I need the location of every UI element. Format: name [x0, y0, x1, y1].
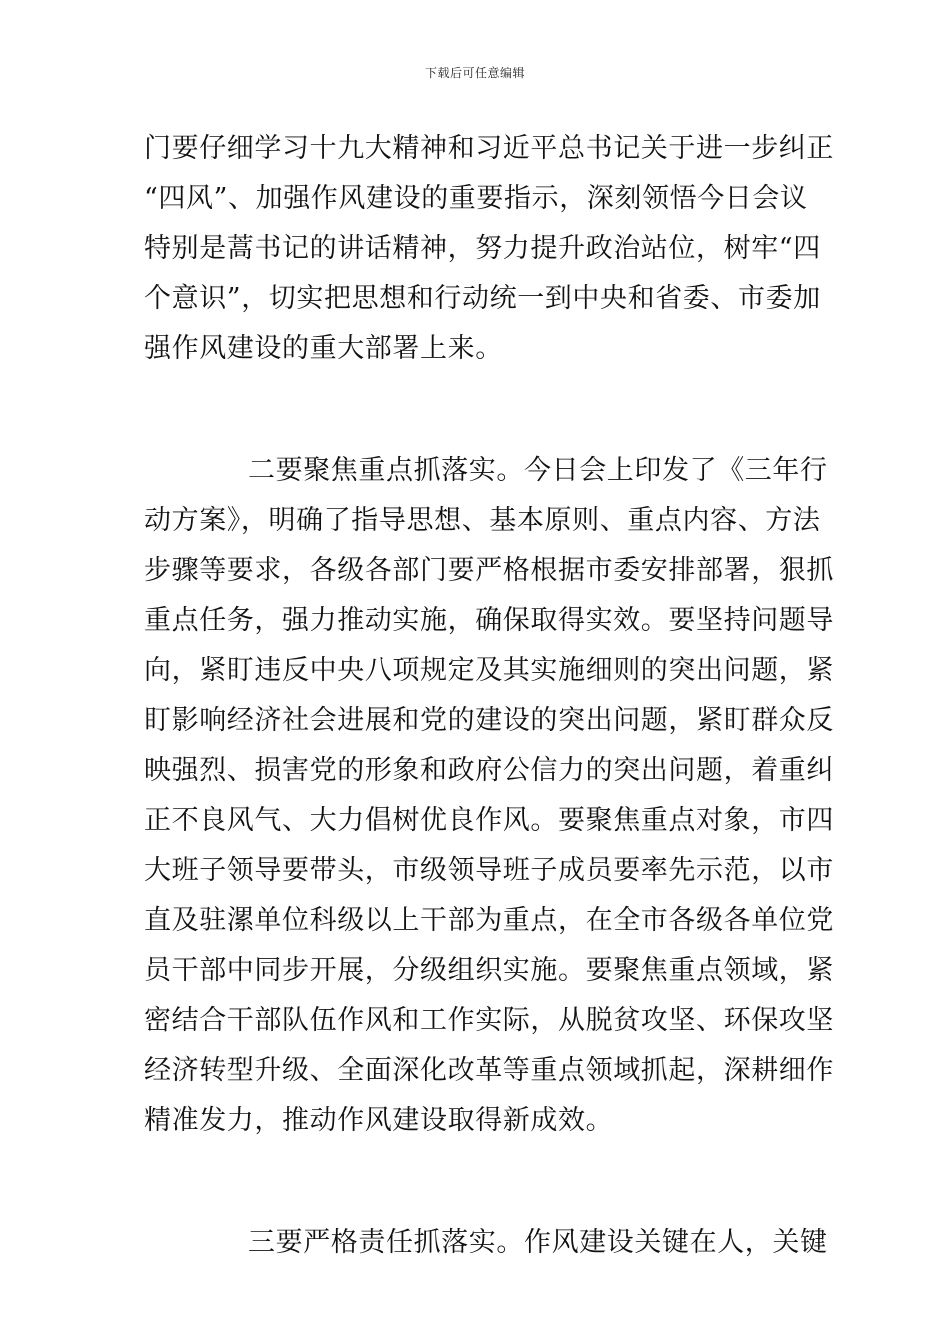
paragraph-line: 特别是蒿书记的讲话精神，努力提升政治站位，树牢“四: [144, 233, 821, 264]
paragraph-line: 动方案》，明确了指导思想、基本原则、重点内容、方法: [144, 505, 821, 536]
paragraph-line: 员干部中同步开展，分级组织实施。要聚焦重点领域，紧: [144, 955, 834, 986]
paragraph-line: 经济转型升级、全面深化改革等重点领域抓起，深耕细作: [144, 1055, 834, 1086]
paragraph-1: [144, 124, 834, 374]
paragraph-line: “四风”、加强作风建设的重要指示，深刻领悟今日会议: [144, 183, 808, 214]
paragraph-line: 个意识”，切实把思想和行动统一到中央和省委、市委加: [144, 283, 821, 314]
paragraph-line: 强作风建设的重大部署上来。: [144, 333, 503, 364]
paragraph-line: 正不良风气、大力倡树优良作风。要聚焦重点对象，市四: [144, 805, 834, 836]
paragraph-line: 大班子领导要带头，市级领导班子成员要率先示范，以市: [144, 855, 834, 886]
paragraph-spacer: [144, 1146, 806, 1218]
document-body: [144, 124, 834, 1268]
paragraph-spacer: [144, 374, 806, 446]
paragraph-line: 直及驻漯单位科级以上干部为重点，在全市各级各单位党: [144, 905, 834, 936]
paragraph-line: 三要严格责任抓落实。作风建设关键在人，关键: [248, 1227, 828, 1258]
paragraph-line: 映强烈、损害党的形象和政府公信力的突出问题，着重纠: [144, 755, 834, 786]
paragraph-line: 盯影响经济社会进展和党的建设的突出问题，紧盯群众反: [144, 705, 834, 736]
page-header-note: 下载后可任意编辑: [424, 66, 525, 80]
paragraph-line: 门要仔细学习十九大精神和习近平总书记关于进一步纠正: [144, 133, 834, 164]
paragraph-2: [144, 446, 834, 1146]
paragraph-line: 步骤等要求，各级各部门要严格根据市委安排部署，狠抓: [144, 555, 834, 586]
paragraph-line: 二要聚焦重点抓落实。今日会上印发了《三年行: [248, 455, 828, 486]
paragraph-line: 密结合干部队伍作风和工作实际，从脱贫攻坚、环保攻坚: [144, 1005, 834, 1036]
paragraph-3: [144, 1218, 828, 1268]
paragraph-line: 重点任务，强力推动实施，确保取得实效。要坚持问题导: [144, 605, 834, 636]
paragraph-line: 向，紧盯违反中央八项规定及其实施细则的突出问题，紧: [144, 655, 834, 686]
paragraph-line: 精准发力，推动作风建设取得新成效。: [144, 1105, 614, 1136]
